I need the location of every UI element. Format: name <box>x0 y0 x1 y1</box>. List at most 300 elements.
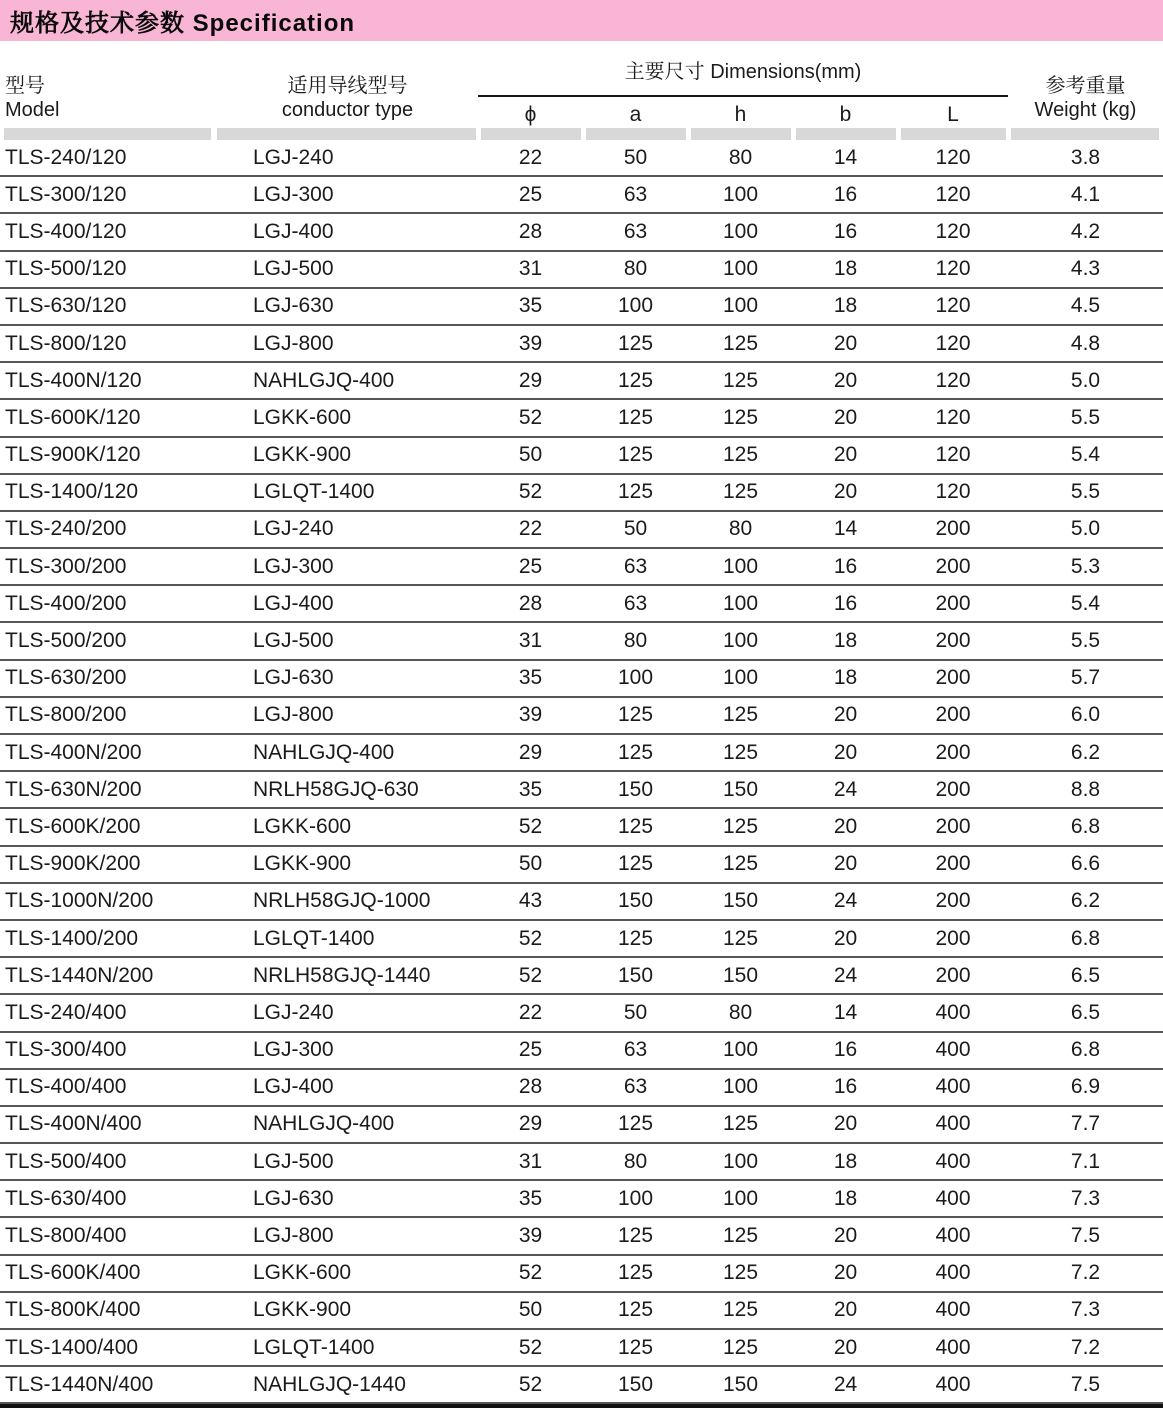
cell-h: 125 <box>722 1298 759 1322</box>
cell-phi: 52 <box>518 1372 543 1396</box>
cell-a: 63 <box>623 219 648 243</box>
table-row <box>0 177 1163 214</box>
cell-h: 125 <box>722 405 759 429</box>
cell-b: 14 <box>833 145 858 169</box>
dimensions-group-header: 主要尺寸 Dimensions(mm) <box>624 61 862 83</box>
spec-table-body <box>0 140 1163 1404</box>
table-row <box>0 214 1163 251</box>
cell-weight: 7.2 <box>1070 1335 1101 1359</box>
cell-L: 400 <box>935 1000 971 1024</box>
cell-model: TLS-800/120 <box>5 331 127 355</box>
cell-conductor: LGJ-630 <box>253 294 334 318</box>
cell-b: 16 <box>833 554 858 578</box>
cell-L: 120 <box>935 443 971 467</box>
cell-h: 100 <box>722 182 759 206</box>
cell-h: 125 <box>722 368 759 392</box>
cell-h: 125 <box>722 331 759 355</box>
cell-a: 125 <box>617 1224 654 1248</box>
cell-a: 80 <box>623 1149 648 1173</box>
cell-a: 80 <box>623 257 648 281</box>
cell-conductor: LGKK-900 <box>253 443 352 467</box>
cell-L: 400 <box>935 1186 971 1210</box>
table-row <box>0 140 1163 177</box>
cell-model: TLS-300/400 <box>5 1038 127 1062</box>
cell-phi: 52 <box>518 1335 543 1359</box>
cell-L: 200 <box>935 889 971 913</box>
cell-phi: 35 <box>518 1186 543 1210</box>
cell-L: 120 <box>935 480 971 504</box>
table-bottom-rule <box>0 1404 1163 1408</box>
cell-b: 20 <box>833 443 858 467</box>
table-row <box>0 623 1163 660</box>
cell-conductor: LGJ-500 <box>253 257 334 281</box>
table-row <box>0 549 1163 586</box>
cell-L: 200 <box>935 814 971 838</box>
cell-weight: 4.1 <box>1070 182 1101 206</box>
cell-conductor: NRLH58GJQ-630 <box>253 777 419 801</box>
cell-model: TLS-630/200 <box>5 666 127 690</box>
table-row <box>0 735 1163 772</box>
column-header-model-en: Model <box>5 99 60 121</box>
page-title: 规格及技术参数 Specification <box>10 10 356 37</box>
cell-weight: 5.0 <box>1070 368 1101 392</box>
cell-conductor: LGJ-240 <box>253 145 334 169</box>
cell-phi: 52 <box>518 963 543 987</box>
cell-h: 100 <box>722 1038 759 1062</box>
cell-a: 125 <box>617 740 654 764</box>
cell-b: 18 <box>833 666 858 690</box>
cell-h: 125 <box>722 814 759 838</box>
table-row <box>0 1033 1163 1070</box>
cell-b: 18 <box>833 294 858 318</box>
cell-L: 120 <box>935 294 971 318</box>
cell-conductor: NAHLGJQ-400 <box>253 740 395 764</box>
cell-model: TLS-1440N/200 <box>5 963 154 987</box>
cell-b: 24 <box>833 1372 858 1396</box>
cell-conductor: NAHLGJQ-400 <box>253 1112 395 1136</box>
cell-conductor: NRLH58GJQ-1000 <box>253 889 431 913</box>
cell-weight: 3.8 <box>1070 145 1101 169</box>
band-segment <box>796 128 896 140</box>
column-header-conductor-zh: 适用导线型号 <box>287 75 408 97</box>
cell-phi: 43 <box>518 889 543 913</box>
cell-weight: 6.2 <box>1070 889 1101 913</box>
cell-h: 100 <box>722 294 759 318</box>
cell-model: TLS-630/400 <box>5 1186 127 1210</box>
cell-phi: 50 <box>518 443 543 467</box>
cell-model: TLS-300/200 <box>5 554 127 578</box>
cell-L: 120 <box>935 405 971 429</box>
cell-model: TLS-400N/200 <box>5 740 142 764</box>
cell-conductor: LGJ-500 <box>253 629 334 653</box>
cell-weight: 7.5 <box>1070 1372 1101 1396</box>
cell-a: 125 <box>617 368 654 392</box>
cell-model: TLS-630/120 <box>5 294 127 318</box>
cell-model: TLS-500/120 <box>5 257 127 281</box>
column-header-h: h <box>734 103 747 126</box>
band-segment <box>481 128 581 140</box>
cell-h: 125 <box>722 703 759 727</box>
cell-a: 125 <box>617 814 654 838</box>
cell-phi: 31 <box>518 257 543 281</box>
cell-b: 20 <box>833 703 858 727</box>
cell-L: 200 <box>935 703 971 727</box>
cell-weight: 5.0 <box>1070 517 1101 541</box>
cell-h: 125 <box>722 1261 759 1285</box>
section-title-bar <box>0 0 1163 41</box>
table-row <box>0 475 1163 512</box>
table-row <box>0 1330 1163 1367</box>
cell-L: 400 <box>935 1149 971 1173</box>
cell-b: 20 <box>833 480 858 504</box>
cell-conductor: LGJ-800 <box>253 331 334 355</box>
cell-a: 150 <box>617 1372 654 1396</box>
cell-h: 100 <box>722 554 759 578</box>
cell-phi: 39 <box>518 1224 543 1248</box>
cell-weight: 7.3 <box>1070 1186 1101 1210</box>
cell-model: TLS-400N/400 <box>5 1112 142 1136</box>
cell-L: 200 <box>935 629 971 653</box>
cell-L: 120 <box>935 368 971 392</box>
cell-L: 120 <box>935 257 971 281</box>
cell-L: 400 <box>935 1224 971 1248</box>
cell-weight: 5.7 <box>1070 666 1101 690</box>
cell-h: 150 <box>722 777 759 801</box>
cell-b: 18 <box>833 1186 858 1210</box>
cell-b: 20 <box>833 740 858 764</box>
cell-conductor: LGJ-630 <box>253 1186 334 1210</box>
cell-h: 125 <box>722 443 759 467</box>
cell-model: TLS-240/200 <box>5 517 127 541</box>
column-header-conductor <box>217 74 478 122</box>
table-row <box>0 586 1163 623</box>
cell-L: 200 <box>935 740 971 764</box>
cell-conductor: LGJ-300 <box>253 554 334 578</box>
table-row <box>0 1144 1163 1181</box>
cell-h: 100 <box>722 629 759 653</box>
cell-model: TLS-900K/200 <box>5 852 141 876</box>
cell-a: 125 <box>617 331 654 355</box>
table-row <box>0 661 1163 698</box>
cell-a: 150 <box>617 777 654 801</box>
cell-L: 200 <box>935 777 971 801</box>
table-row <box>0 252 1163 289</box>
table-row <box>0 400 1163 437</box>
table-row <box>0 995 1163 1032</box>
cell-weight: 5.4 <box>1070 443 1101 467</box>
cell-a: 125 <box>617 926 654 950</box>
cell-b: 20 <box>833 331 858 355</box>
table-row <box>0 884 1163 921</box>
cell-weight: 6.6 <box>1070 852 1101 876</box>
cell-a: 50 <box>623 1000 648 1024</box>
table-row <box>0 958 1163 995</box>
cell-conductor: LGJ-300 <box>253 182 334 206</box>
cell-model: TLS-800K/400 <box>5 1298 141 1322</box>
cell-weight: 4.2 <box>1070 219 1101 243</box>
cell-phi: 39 <box>518 703 543 727</box>
cell-a: 150 <box>617 889 654 913</box>
cell-L: 200 <box>935 517 971 541</box>
cell-phi: 52 <box>518 480 543 504</box>
cell-phi: 28 <box>518 591 543 615</box>
cell-model: TLS-800/200 <box>5 703 127 727</box>
cell-model: TLS-600K/400 <box>5 1261 141 1285</box>
cell-L: 120 <box>935 331 971 355</box>
cell-weight: 6.5 <box>1070 963 1101 987</box>
cell-a: 80 <box>623 629 648 653</box>
cell-conductor: NRLH58GJQ-1440 <box>253 963 431 987</box>
cell-conductor: LGLQT-1400 <box>253 1335 375 1359</box>
cell-weight: 6.0 <box>1070 703 1101 727</box>
cell-weight: 7.3 <box>1070 1298 1101 1322</box>
cell-h: 100 <box>722 591 759 615</box>
cell-weight: 6.8 <box>1070 926 1101 950</box>
header-separator-band <box>0 128 1163 140</box>
cell-phi: 25 <box>518 554 543 578</box>
cell-b: 14 <box>833 517 858 541</box>
cell-L: 200 <box>935 926 971 950</box>
cell-phi: 39 <box>518 331 543 355</box>
cell-a: 125 <box>617 443 654 467</box>
cell-h: 125 <box>722 480 759 504</box>
cell-model: TLS-1440N/400 <box>5 1372 154 1396</box>
cell-phi: 25 <box>518 182 543 206</box>
column-header-weight-zh: 参考重量 <box>1045 75 1126 97</box>
cell-phi: 50 <box>518 852 543 876</box>
cell-weight: 7.7 <box>1070 1112 1101 1136</box>
cell-h: 100 <box>722 219 759 243</box>
cell-a: 125 <box>617 1112 654 1136</box>
cell-a: 100 <box>617 666 654 690</box>
cell-b: 20 <box>833 1112 858 1136</box>
column-header-model-zh: 型号 <box>5 75 45 97</box>
cell-phi: 50 <box>518 1298 543 1322</box>
table-row <box>0 772 1163 809</box>
cell-L: 200 <box>935 554 971 578</box>
cell-conductor: LGLQT-1400 <box>253 926 375 950</box>
cell-L: 200 <box>935 666 971 690</box>
cell-weight: 4.8 <box>1070 331 1101 355</box>
cell-conductor: LGKK-600 <box>253 405 352 429</box>
cell-model: TLS-240/400 <box>5 1000 127 1024</box>
cell-model: TLS-1400/120 <box>5 480 139 504</box>
cell-phi: 29 <box>518 368 543 392</box>
table-row <box>0 809 1163 846</box>
cell-a: 50 <box>623 517 648 541</box>
cell-L: 400 <box>935 1298 971 1322</box>
cell-h: 80 <box>728 1000 753 1024</box>
cell-model: TLS-900K/120 <box>5 443 141 467</box>
cell-model: TLS-500/400 <box>5 1149 127 1173</box>
cell-conductor: LGJ-300 <box>253 1038 334 1062</box>
cell-phi: 29 <box>518 740 543 764</box>
band-segment <box>691 128 791 140</box>
column-header-a: a <box>629 103 642 126</box>
band-segment <box>217 128 476 140</box>
cell-conductor: LGJ-800 <box>253 703 334 727</box>
cell-a: 63 <box>623 591 648 615</box>
cell-phi: 31 <box>518 1149 543 1173</box>
cell-h: 125 <box>722 1112 759 1136</box>
cell-b: 16 <box>833 219 858 243</box>
cell-a: 63 <box>623 1038 648 1062</box>
cell-h: 125 <box>722 740 759 764</box>
cell-h: 150 <box>722 889 759 913</box>
cell-model: TLS-240/120 <box>5 145 127 169</box>
cell-conductor: LGKK-600 <box>253 814 352 838</box>
cell-weight: 5.4 <box>1070 591 1101 615</box>
cell-phi: 28 <box>518 219 543 243</box>
cell-conductor: LGKK-900 <box>253 1298 352 1322</box>
cell-L: 400 <box>935 1335 971 1359</box>
cell-model: TLS-800/400 <box>5 1224 127 1248</box>
cell-h: 100 <box>722 1075 759 1099</box>
cell-a: 125 <box>617 1335 654 1359</box>
cell-b: 18 <box>833 629 858 653</box>
cell-L: 400 <box>935 1075 971 1099</box>
cell-weight: 6.8 <box>1070 814 1101 838</box>
cell-weight: 4.5 <box>1070 294 1101 318</box>
cell-b: 20 <box>833 1224 858 1248</box>
cell-h: 100 <box>722 666 759 690</box>
cell-h: 125 <box>722 926 759 950</box>
band-segment <box>1011 128 1159 140</box>
cell-a: 63 <box>623 1075 648 1099</box>
cell-a: 125 <box>617 480 654 504</box>
cell-phi: 22 <box>518 517 543 541</box>
cell-b: 16 <box>833 1038 858 1062</box>
cell-conductor: LGLQT-1400 <box>253 480 375 504</box>
cell-a: 125 <box>617 405 654 429</box>
band-segment <box>586 128 686 140</box>
cell-phi: 25 <box>518 1038 543 1062</box>
cell-weight: 5.5 <box>1070 405 1101 429</box>
cell-phi: 28 <box>518 1075 543 1099</box>
column-header-conductor-en: conductor type <box>281 99 414 121</box>
cell-L: 200 <box>935 963 971 987</box>
column-header-weight <box>1008 74 1163 122</box>
cell-weight: 5.3 <box>1070 554 1101 578</box>
cell-phi: 31 <box>518 629 543 653</box>
cell-model: TLS-400/400 <box>5 1075 127 1099</box>
cell-model: TLS-1000N/200 <box>5 889 154 913</box>
cell-h: 100 <box>722 1149 759 1173</box>
column-header-phi: ϕ <box>524 103 537 126</box>
cell-model: TLS-630N/200 <box>5 777 142 801</box>
cell-L: 120 <box>935 182 971 206</box>
cell-weight: 7.1 <box>1070 1149 1101 1173</box>
cell-L: 120 <box>935 219 971 243</box>
cell-phi: 29 <box>518 1112 543 1136</box>
column-header-b: b <box>839 103 852 126</box>
cell-b: 18 <box>833 257 858 281</box>
band-segment <box>901 128 1006 140</box>
cell-conductor: LGJ-400 <box>253 1075 334 1099</box>
cell-conductor: LGJ-240 <box>253 517 334 541</box>
table-row <box>0 326 1163 363</box>
cell-model: TLS-400N/120 <box>5 368 142 392</box>
table-row <box>0 1218 1163 1255</box>
cell-weight: 7.2 <box>1070 1261 1101 1285</box>
cell-model: TLS-400/200 <box>5 591 127 615</box>
table-row <box>0 1070 1163 1107</box>
cell-model: TLS-300/120 <box>5 182 127 206</box>
cell-a: 63 <box>623 182 648 206</box>
cell-conductor: LGJ-240 <box>253 1000 334 1024</box>
cell-phi: 22 <box>518 145 543 169</box>
cell-b: 14 <box>833 1000 858 1024</box>
cell-weight: 8.8 <box>1070 777 1101 801</box>
cell-h: 80 <box>728 517 753 541</box>
cell-L: 400 <box>935 1112 971 1136</box>
cell-weight: 7.5 <box>1070 1224 1101 1248</box>
cell-L: 400 <box>935 1372 971 1396</box>
cell-model: TLS-1400/400 <box>5 1335 139 1359</box>
cell-phi: 52 <box>518 926 543 950</box>
cell-weight: 6.5 <box>1070 1000 1101 1024</box>
cell-phi: 35 <box>518 294 543 318</box>
cell-a: 125 <box>617 703 654 727</box>
cell-h: 150 <box>722 963 759 987</box>
cell-phi: 52 <box>518 1261 543 1285</box>
cell-a: 125 <box>617 852 654 876</box>
cell-model: TLS-400/120 <box>5 219 127 243</box>
cell-b: 24 <box>833 777 858 801</box>
cell-conductor: LGKK-600 <box>253 1261 352 1285</box>
cell-b: 24 <box>833 963 858 987</box>
cell-b: 20 <box>833 1261 858 1285</box>
cell-b: 20 <box>833 405 858 429</box>
column-header-L: L <box>947 103 959 126</box>
cell-L: 200 <box>935 852 971 876</box>
column-header-model <box>5 74 59 122</box>
cell-phi: 52 <box>518 814 543 838</box>
cell-a: 125 <box>617 1261 654 1285</box>
cell-L: 200 <box>935 591 971 615</box>
cell-b: 16 <box>833 1075 858 1099</box>
cell-b: 20 <box>833 1335 858 1359</box>
dimension-subheaders <box>478 97 1008 128</box>
cell-b: 16 <box>833 182 858 206</box>
cell-b: 24 <box>833 889 858 913</box>
table-row <box>0 698 1163 735</box>
cell-h: 125 <box>722 1335 759 1359</box>
cell-a: 100 <box>617 294 654 318</box>
cell-a: 125 <box>617 1298 654 1322</box>
cell-phi: 35 <box>518 666 543 690</box>
cell-weight: 5.5 <box>1070 480 1101 504</box>
cell-L: 120 <box>935 145 971 169</box>
cell-b: 18 <box>833 1149 858 1173</box>
cell-conductor: LGJ-800 <box>253 1224 334 1248</box>
cell-h: 80 <box>728 145 753 169</box>
cell-h: 100 <box>722 1186 759 1210</box>
table-row <box>0 363 1163 400</box>
cell-h: 150 <box>722 1372 759 1396</box>
table-row <box>0 438 1163 475</box>
cell-model: TLS-600K/200 <box>5 814 141 838</box>
cell-a: 63 <box>623 554 648 578</box>
cell-weight: 6.2 <box>1070 740 1101 764</box>
cell-conductor: NAHLGJQ-1440 <box>253 1372 406 1396</box>
cell-L: 400 <box>935 1038 971 1062</box>
cell-b: 20 <box>833 852 858 876</box>
column-header-weight-en: Weight (kg) <box>1034 99 1137 121</box>
cell-b: 20 <box>833 368 858 392</box>
cell-b: 16 <box>833 591 858 615</box>
cell-a: 150 <box>617 963 654 987</box>
